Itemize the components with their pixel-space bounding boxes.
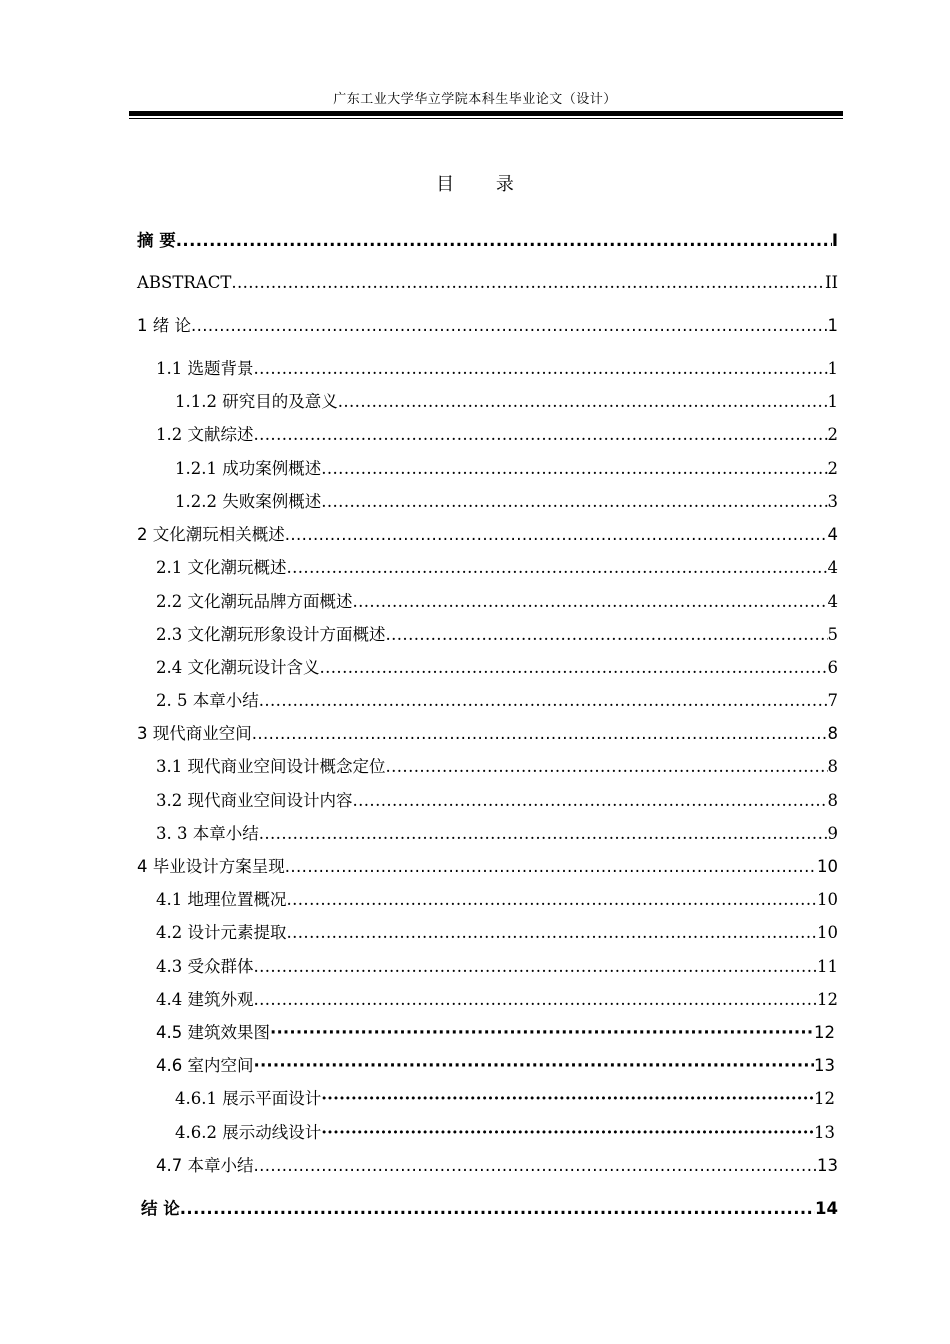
toc-entry-label: 2 文化潮玩相关概述	[137, 525, 285, 544]
toc-entry	[175, 458, 838, 480]
toc-entry	[156, 424, 838, 446]
toc-entry	[156, 889, 838, 911]
toc-entry-page: 13	[817, 1156, 838, 1175]
leader-dots	[353, 790, 828, 812]
toc-entry-page: 13	[814, 1056, 835, 1075]
toc-entry	[156, 557, 838, 579]
toc-entry-label: 3. 3 本章小结	[156, 824, 259, 843]
toc-entry	[175, 1088, 835, 1110]
toc-entry	[137, 315, 838, 337]
toc-entry-label: 4 毕业设计方案呈现	[137, 857, 285, 876]
toc-entry-page: 2	[827, 425, 838, 444]
leader-dots	[386, 756, 828, 778]
toc-entry-page: 12	[814, 1023, 835, 1042]
toc-entry-label: 2. 5 本章小结	[156, 691, 259, 710]
toc-entry	[156, 989, 838, 1011]
toc-entry	[156, 624, 838, 646]
toc-entry	[156, 756, 838, 778]
toc-entry	[156, 790, 838, 812]
leader-dots	[285, 524, 828, 546]
toc-entry-label: 1.2.2 失败案例概述	[175, 492, 322, 511]
toc-title: 目 录	[436, 174, 532, 195]
leader-dots	[259, 823, 828, 845]
toc-entry-page: 14	[815, 1199, 838, 1218]
toc-entry-page: I	[831, 231, 838, 250]
toc-entry	[141, 1198, 838, 1220]
toc-entry	[156, 358, 838, 380]
toc-entry-label: 1.1 选题背景	[156, 359, 254, 378]
leader-dots	[180, 1198, 815, 1220]
toc-entry	[137, 272, 838, 294]
toc-entry-page: 11	[817, 957, 838, 976]
toc-entry	[137, 723, 838, 745]
leader-dots	[231, 272, 825, 294]
toc-entry-label: 结 论	[141, 1199, 180, 1218]
toc-entry	[175, 491, 838, 513]
toc-entry-label: 1.2 文献综述	[156, 425, 254, 444]
toc-entry-label: 2.2 文化潮玩品牌方面概述	[156, 592, 353, 611]
header-rule-thick	[129, 111, 843, 116]
toc-entry-label: 4.2 设计元素提取	[156, 923, 287, 942]
toc-entry-page: 10	[817, 923, 838, 942]
toc-entry-label: 2.4 文化潮玩设计含义	[156, 658, 320, 677]
leader-dots	[320, 657, 828, 679]
toc-entry-page: 8	[827, 724, 838, 743]
toc-entry-page: 8	[827, 791, 838, 810]
toc-entry	[175, 1122, 835, 1144]
toc-entry	[156, 1055, 835, 1077]
leader-dots	[321, 1088, 814, 1110]
toc-entry-label: 2.3 文化潮玩形象设计方面概述	[156, 625, 386, 644]
toc-entry-page: 7	[827, 691, 838, 710]
toc-entry-page: 12	[814, 1089, 835, 1108]
toc-entry	[175, 391, 838, 413]
leader-dots	[287, 889, 818, 911]
toc-entry-label: 4.5 建筑效果图	[156, 1023, 270, 1042]
toc-entry-page: 4	[827, 592, 838, 611]
toc-entry-label: 4.6.2 展示动线设计	[175, 1123, 322, 1142]
toc-entry-page: 5	[827, 625, 838, 644]
toc-entry-page: 13	[814, 1123, 835, 1142]
leader-dots	[353, 591, 828, 613]
toc-entry-label: 4.1 地理位置概况	[156, 890, 287, 909]
page-header: 广东工业大学华立学院本科生毕业论文（设计）	[333, 92, 617, 107]
toc-entry-page: 1	[827, 316, 838, 335]
toc-entry-label: 4.3 受众群体	[156, 957, 254, 976]
toc-entry-page: 12	[817, 990, 838, 1009]
toc-entry-label: 1.1.2 研究目的及意义	[175, 392, 338, 411]
leader-dots	[321, 491, 827, 513]
leader-dots	[338, 391, 828, 413]
toc-entry-page: 4	[827, 558, 838, 577]
toc-entry	[156, 1155, 838, 1177]
leader-dots	[285, 856, 817, 878]
header-rule-thin	[129, 118, 843, 119]
toc-entry-label: 3.1 现代商业空间设计概念定位	[156, 757, 386, 776]
toc-entry-label: 1.2.1 成功案例概述	[175, 459, 322, 478]
leader-dots	[287, 922, 818, 944]
toc-entry	[137, 524, 838, 546]
leader-dots	[287, 557, 828, 579]
toc-entry	[137, 856, 838, 878]
leader-dots	[321, 458, 827, 480]
toc-entry	[156, 1022, 835, 1044]
toc-entry-page: 9	[827, 824, 838, 843]
toc-entry-label: 3 现代商业空间	[137, 724, 252, 743]
toc-entry	[156, 657, 838, 679]
leader-dots	[259, 690, 828, 712]
leader-dots	[191, 315, 828, 337]
toc-entry-label: 1 绪 论	[137, 316, 191, 335]
leader-dots	[254, 1055, 815, 1077]
leader-dots	[254, 1155, 818, 1177]
toc-entry-page: 2	[827, 459, 838, 478]
leader-dots	[254, 989, 818, 1011]
toc-entry-page: 10	[817, 890, 838, 909]
toc-entry-label: 4.7 本章小结	[156, 1156, 254, 1175]
toc-entry-label: ABSTRACT	[137, 273, 232, 292]
leader-dots	[321, 1122, 814, 1144]
leader-dots	[254, 424, 828, 446]
toc-entry-page: 1	[827, 359, 838, 378]
toc-entry-label: 4.6 室内空间	[156, 1056, 254, 1075]
toc-entry	[156, 922, 838, 944]
leader-dots	[252, 723, 828, 745]
leader-dots	[176, 230, 832, 252]
toc-entry	[137, 230, 838, 252]
toc-entry-page: 8	[827, 757, 838, 776]
toc-entry	[156, 823, 838, 845]
leader-dots	[386, 624, 828, 646]
toc-entry-page: 10	[817, 857, 838, 876]
toc-entry-label: 3.2 现代商业空间设计内容	[156, 791, 353, 810]
toc-entry-label: 4.4 建筑外观	[156, 990, 254, 1009]
toc-entry-page: 4	[827, 525, 838, 544]
toc-entry-label: 4.6.1 展示平面设计	[175, 1089, 322, 1108]
toc-entry-page: 1	[827, 392, 838, 411]
toc-entry-page: 3	[827, 492, 838, 511]
leader-dots	[254, 956, 818, 978]
toc-entry	[156, 956, 838, 978]
toc-entry-page: 6	[827, 658, 838, 677]
toc-entry-page: II	[824, 273, 838, 292]
toc-entry	[156, 591, 838, 613]
leader-dots	[270, 1022, 814, 1044]
toc-entry-label: 摘 要	[137, 231, 176, 250]
toc-entry	[156, 690, 838, 712]
leader-dots	[254, 358, 828, 380]
toc-entry-label: 2.1 文化潮玩概述	[156, 558, 287, 577]
